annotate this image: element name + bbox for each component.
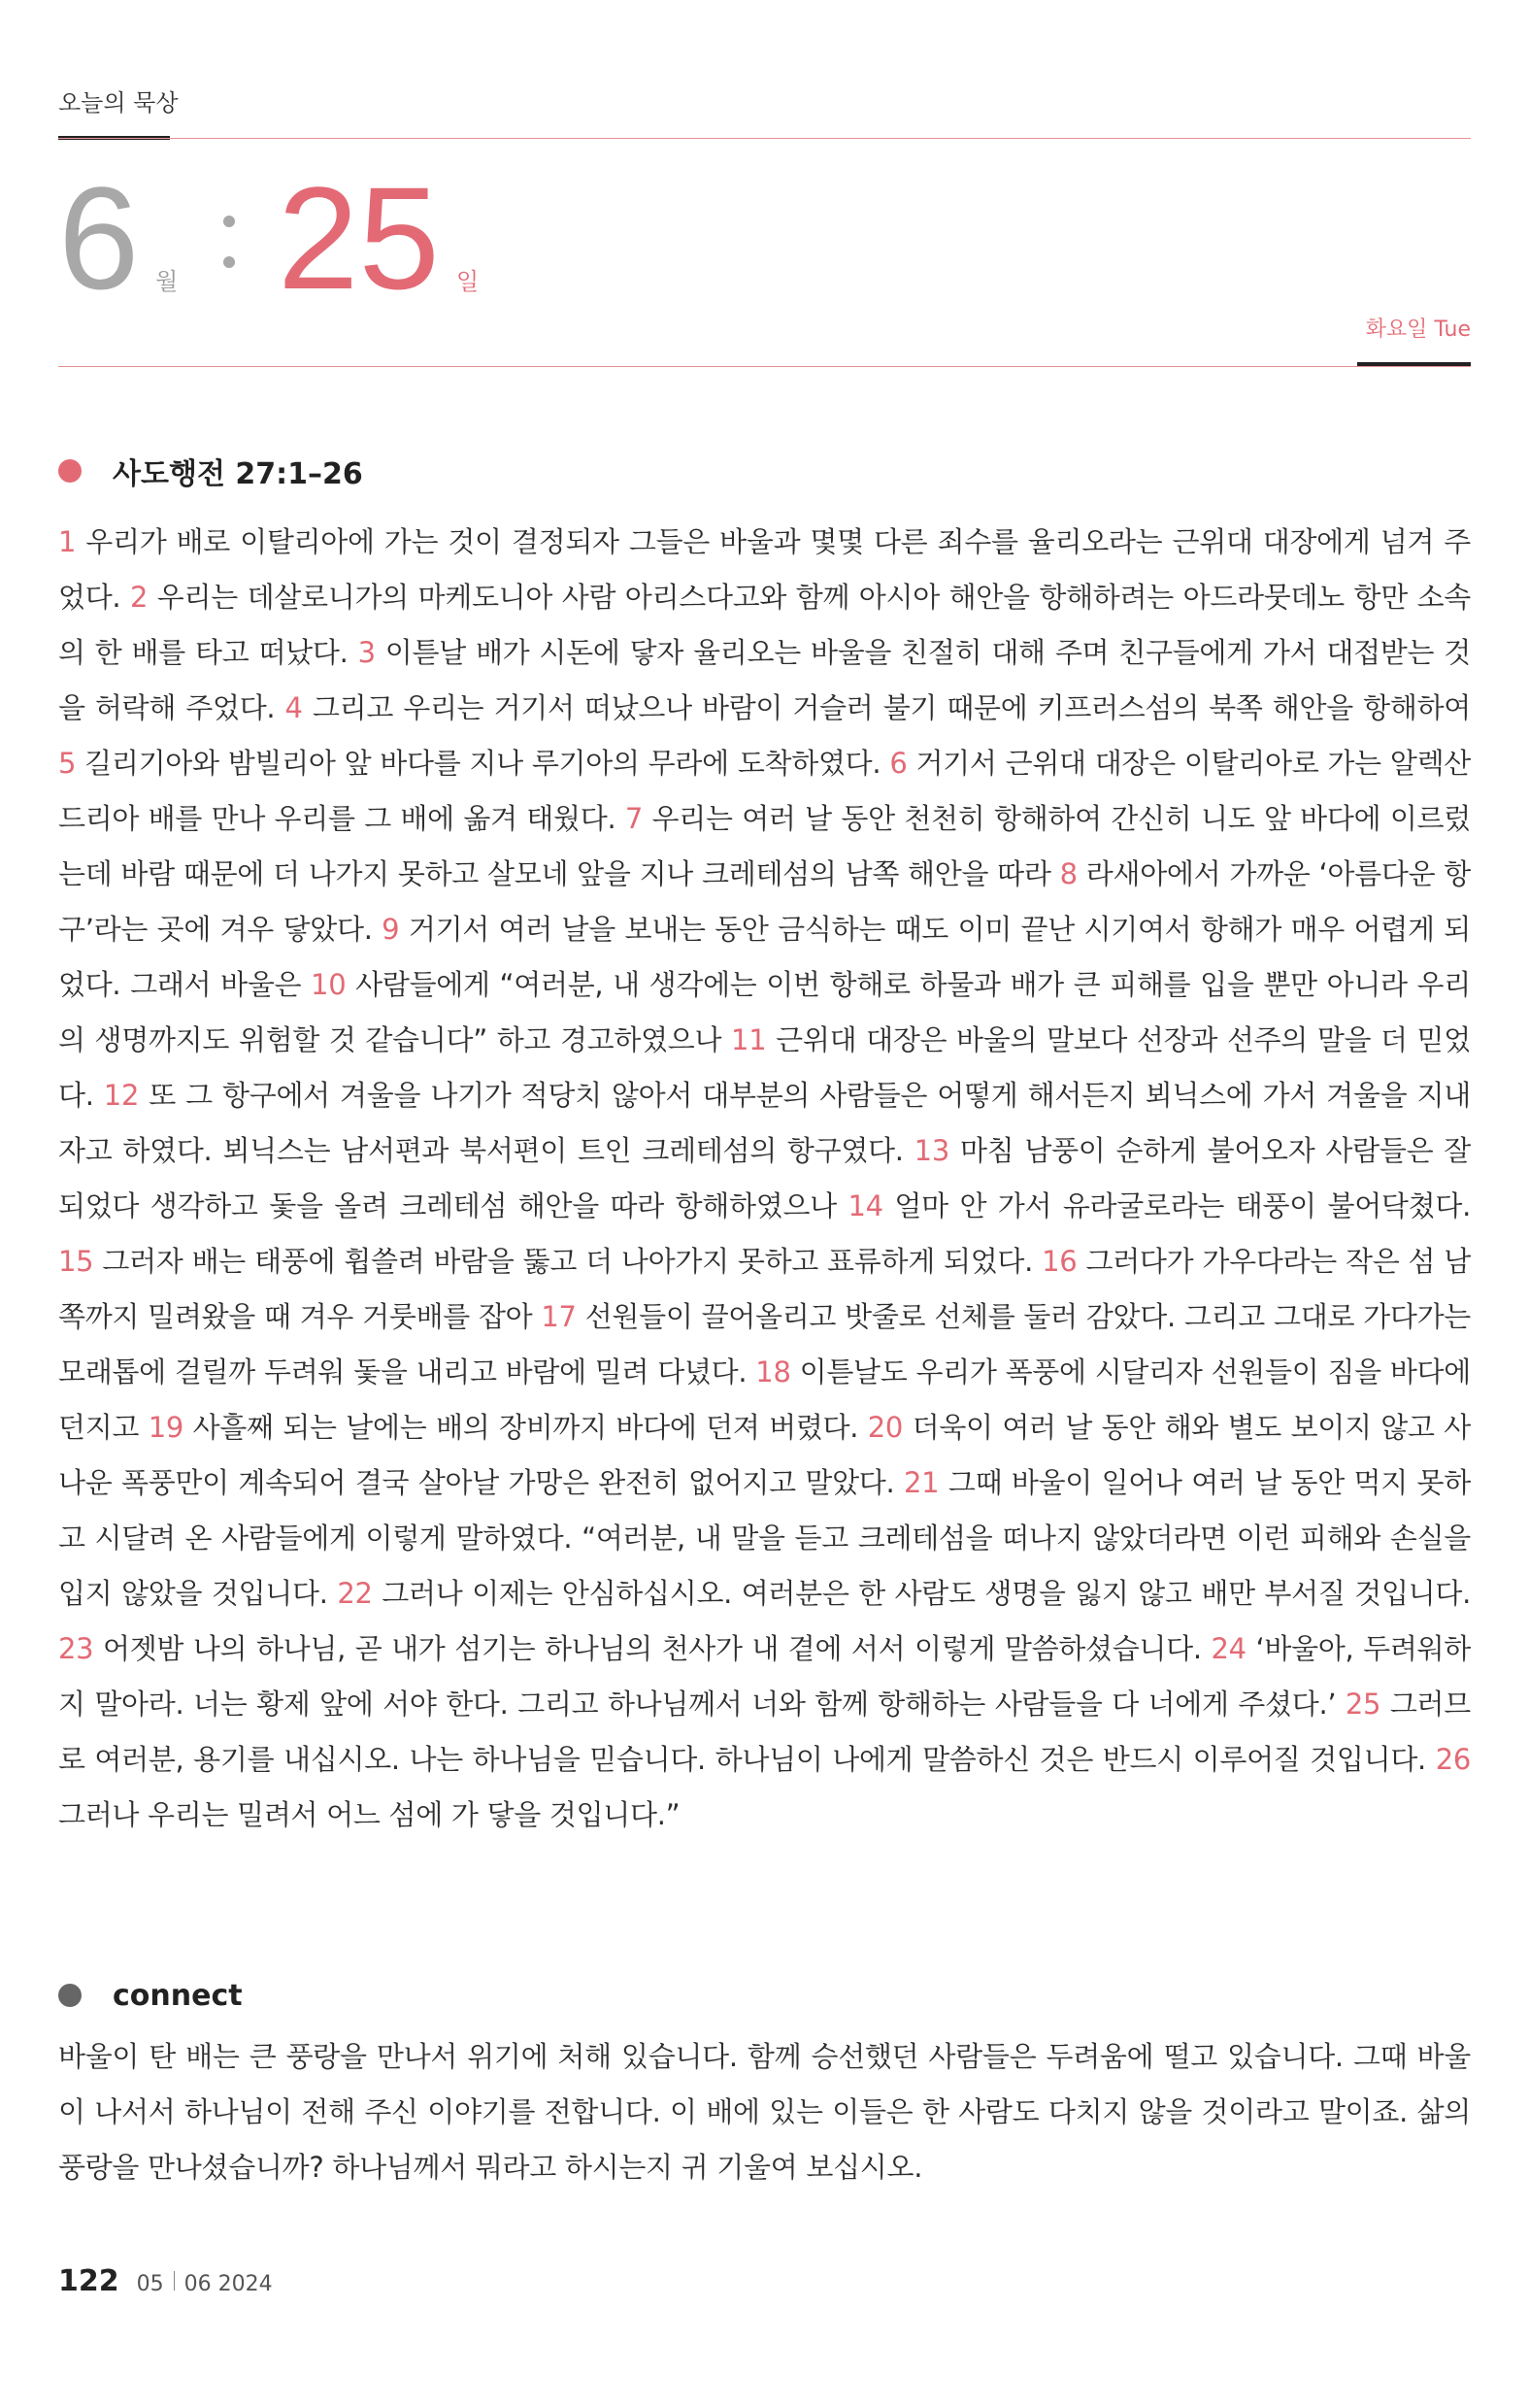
- verse-number: 5: [58, 747, 77, 780]
- verse-number: 18: [755, 1355, 791, 1388]
- verse-text: 이튿날도 우리가 폭풍에 시달리자 선원들이 짐을 바다에 던지고: [58, 1355, 1471, 1444]
- verse-number: 23: [58, 1632, 94, 1665]
- connect-heading: [58, 1976, 243, 2015]
- section-label: 오늘의 묵상: [58, 89, 179, 117]
- date-display: [58, 155, 932, 319]
- verse-text: 우리가 배로 이탈리아에 가는 것이 결정되자 그들은 바울과 몇몇 다른 죄수를 율리오라는 근위대 대장에게 넘겨 주었다.: [58, 525, 1471, 614]
- verse-text: 그리고 우리는 거기서 떠났으나 바람이 거슬러 불기 때문에 키프러스섬의 북쪽 해안을 항해하여: [302, 691, 1471, 724]
- month-number: 6: [58, 156, 140, 319]
- verse-text: 우리는 여러 날 동안 천천히 항해하여 간신히 니도 앞 바다에 이르렀는데 바람 때문에 더 나가지 못하고 살모네 앞을 지나 크레테섬의 남쪽 해안을 따라: [58, 802, 1471, 890]
- weekday-label: 화요일 Tue: [1365, 318, 1471, 342]
- issue-year: 06 2024: [183, 2272, 273, 2296]
- verse-number: 4: [284, 691, 303, 724]
- connect-text: 바울이 탄 배는 큰 풍랑을 만나서 위기에 처해 있습니다. 함께 승선했던 사람들은 두려움에 떨고 있습니다. 그때 바울이 나서서 하나님이 전해 주신 이야기를 전합니다. 이 배에 있는 이들은 한 사람도 다치지 않을 것이라고 말이죠. 삶의 풍랑을 만나셨습니까? 하나님께서 뭐라고 하시는지 귀 기울여 보십시오.: [58, 2040, 1471, 2184]
- verse-text: 그러다가 가우다라는 작은 섬 남쪽까지 밀려왔을 때 겨우 거룻배를 잡아: [58, 1245, 1472, 1333]
- top-divider: [58, 138, 1471, 139]
- verse-number: 26: [1435, 1743, 1471, 1776]
- scripture-text: [58, 515, 1471, 1843]
- verse-text: 어젯밤 나의 하나님, 곧 내가 섬기는 하나님의 천사가 내 곁에 서서 이렇게 말씀하셨습니다.: [93, 1632, 1212, 1665]
- verse-number: 22: [337, 1577, 373, 1610]
- verse-number: 2: [130, 581, 149, 614]
- connect-title: connect: [113, 1978, 243, 2013]
- verse-number: 19: [148, 1411, 184, 1444]
- verse-number: 12: [103, 1079, 140, 1112]
- verse-text: 또 그 항구에서 겨울을 나기가 적당치 않아서 대부분의 사람들은 어떻게 해서든지 뵈닉스에 가서 겨울을 지내자고 하였다. 뵈닉스는 남서편과 북서편이 트인 크레테섬의 항구였다.: [58, 1079, 1471, 1167]
- verse-text: 더욱이 여러 날 동안 해와 별도 보이지 않고 사나운 폭풍만이 계속되어 결국 살아날 가망은 완전히 없어지고 말았다.: [58, 1411, 1471, 1499]
- verse-number: 21: [904, 1466, 940, 1499]
- verse-text: 얼마 안 가서 유라굴로라는 태풍이 불어닥쳤다.: [882, 1189, 1471, 1222]
- verse-text: 그때 바울이 일어나 여러 날 동안 먹지 못하고 시달려 온 사람들에게 이렇게 말하였다. “여러분, 내 말을 듣고 크레테섬을 떠나지 않았더라면 이런 피해와 손실을 입지 않았을 것입니다.: [58, 1466, 1471, 1610]
- page-number: 122: [58, 2264, 119, 2298]
- verse-number: 10: [311, 968, 347, 1001]
- verse-number: 9: [382, 913, 400, 946]
- date-separator: [223, 216, 237, 274]
- verse-number: 13: [914, 1134, 949, 1167]
- verse-text: 사흘째 되는 날에는 배의 장비까지 바다에 던져 버렸다.: [183, 1411, 868, 1444]
- page-footer: [58, 2264, 273, 2298]
- verse-text: 선원들이 끌어올리고 밧줄로 선체를 둘러 감았다. 그리고 그대로 가다가는 모래톱에 걸릴까 두려워 돛을 내리고 바람에 밀려 다녔다.: [58, 1300, 1472, 1388]
- verse-text: 사람들에게 “여러분, 내 생각에는 이번 항해로 하물과 배가 큰 피해를 입을 뿐만 아니라 우리의 생명까지도 위험할 것 같습니다” 하고 경고하였으나: [58, 968, 1471, 1056]
- verse-text: 거기서 근위대 대장은 이탈리아로 가는 알렉산드리아 배를 만나 우리를 그 배에 옮겨 태웠다.: [58, 747, 1472, 835]
- verse-text: ‘바울아, 두려워하지 말아라. 너는 황제 앞에 서야 한다. 그리고 하나님께서 너와 함께 항해하는 사람들을 다 너에게 주셨다.’: [58, 1632, 1472, 1721]
- day-number: 25: [278, 156, 440, 319]
- month-unit: 월: [155, 268, 179, 295]
- verse-number: 24: [1211, 1632, 1246, 1665]
- verse-number: 1: [58, 525, 77, 558]
- verse-text: 라새아에서 가까운 ‘아름다운 항구’라는 곳에 겨우 닿았다.: [58, 857, 1471, 946]
- verse-number: 6: [889, 747, 908, 780]
- scripture-heading: [58, 452, 363, 490]
- verse-number: 20: [867, 1411, 904, 1444]
- verse-number: 15: [58, 1245, 94, 1278]
- verse-number: 11: [731, 1023, 767, 1056]
- verse-number: 7: [624, 802, 644, 835]
- verse-text: 그러므로 여러분, 용기를 내십시오. 나는 하나님을 믿습니다. 하나님이 나에게 말씀하신 것은 반드시 이루어질 것입니다.: [58, 1688, 1471, 1776]
- verse-text: 거기서 여러 날을 보내는 동안 금식하는 때도 이미 끝난 시기여서 항해가 매우 어렵게 되었다. 그래서 바울은: [58, 913, 1471, 1001]
- verse-text: 그러나 우리는 밀려서 어느 섬에 가 닿을 것입니다.”: [58, 1798, 681, 1831]
- header-divider: [58, 366, 1471, 367]
- verse-number: 3: [357, 636, 376, 669]
- verse-number: 14: [848, 1189, 883, 1222]
- verse-number: 25: [1345, 1688, 1381, 1721]
- scripture-reference: 사도행전 27:1–26: [113, 457, 363, 491]
- verse-text: 우리는 데살로니가의 마케도니아 사람 아리스다고와 함께 아시아 해안을 항해하려는 아드라뭇데노 항만 소속의 한 배를 타고 떠났다.: [58, 581, 1472, 669]
- verse-number: 16: [1042, 1245, 1078, 1278]
- verse-text: 그러나 이제는 안심하십시오. 여러분은 한 사람도 생명을 잃지 않고 배만 부서질 것입니다.: [372, 1577, 1471, 1610]
- verse-text: 마침 남풍이 순하게 불어오자 사람들은 잘 되었다 생각하고 돛을 올려 크레테섬 해안을 따라 항해하였으나: [58, 1134, 1471, 1222]
- day-unit: 일: [456, 268, 480, 295]
- issue-months: 05: [136, 2272, 164, 2296]
- verse-number: 17: [541, 1300, 577, 1333]
- verse-text: 그러자 배는 태풍에 휩쓸려 바람을 뚫고 더 나아가지 못하고 표류하게 되었다.: [93, 1245, 1043, 1278]
- bullet-dot-icon: [58, 1984, 82, 2007]
- verse-text: 이튿날 배가 시돈에 닿자 율리오는 바울을 친절히 대해 주며 친구들에게 가서 대접받는 것을 허락해 주었다.: [58, 636, 1471, 724]
- verse-number: 8: [1059, 857, 1078, 890]
- bullet-dot-icon: [58, 459, 82, 483]
- issue-separator: [174, 2271, 175, 2291]
- verse-text: 길리기아와 밤빌리아 앞 바다를 지나 루기아의 무라에 도착하였다.: [76, 747, 890, 780]
- verse-text: 근위대 대장은 바울의 말보다 선장과 선주의 말을 더 믿었다.: [58, 1023, 1471, 1112]
